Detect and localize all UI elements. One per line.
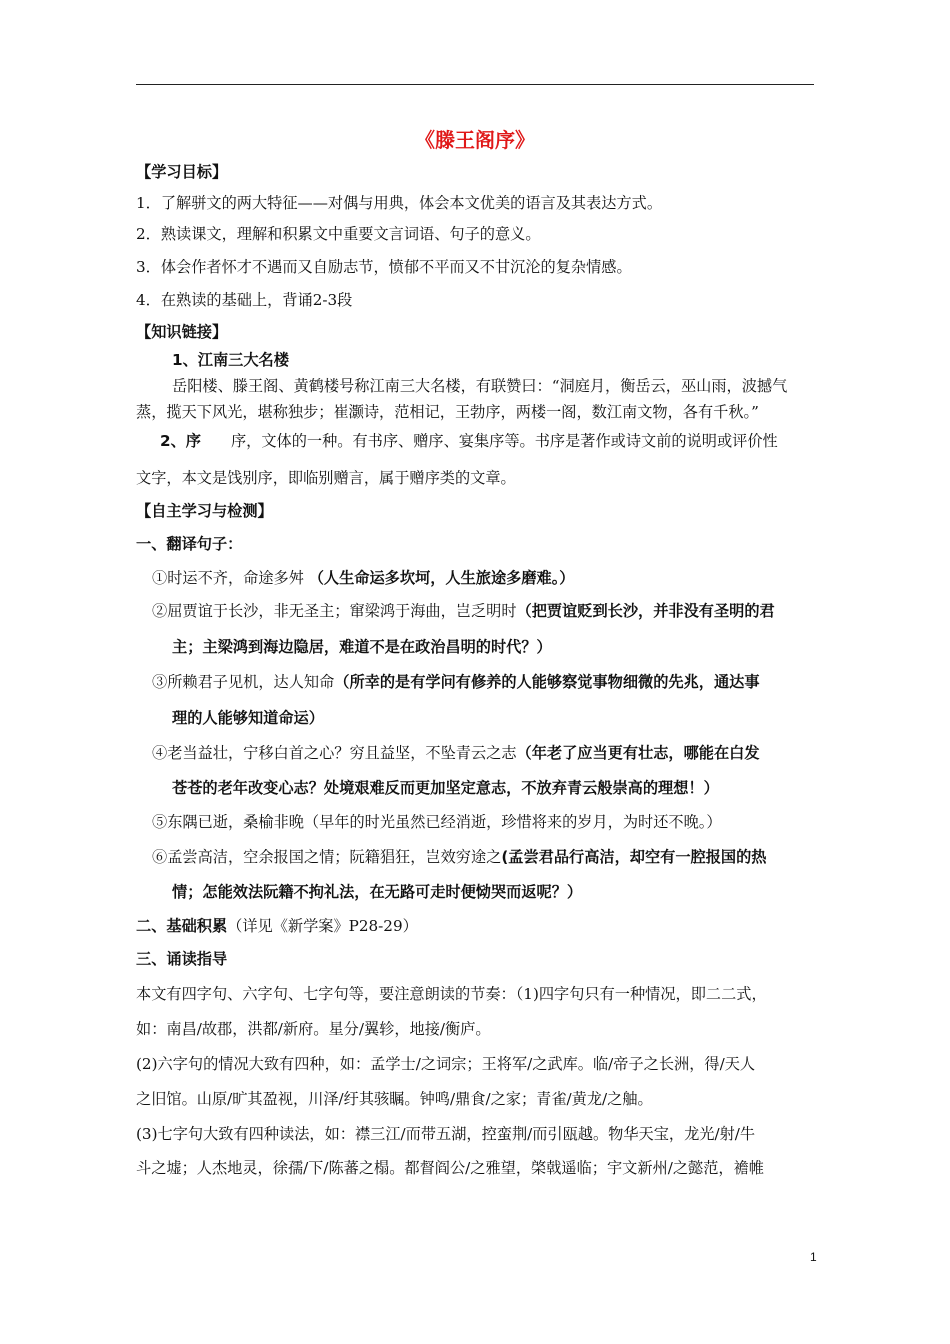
goals-heading: 【学习目标】	[136, 163, 228, 181]
reading-line: 之旧馆。山原/旷其盈视，川泽/纡其骇瞩。钟鸣/鼎食/之家；青雀/黄龙/之舳。	[136, 1090, 653, 1108]
sentence-source: ②屈贾谊于长沙，非无圣主；窜梁鸿于海曲，岂乏明时	[152, 602, 517, 620]
sentence-answer: （年老了应当更有壮志，哪能在白发	[516, 744, 760, 762]
sentence-answer: 苍苍的老年改变心志？处境艰难反而更加坚定意志，不放弃青云般崇高的理想！）	[172, 779, 719, 797]
sentence-answer: （人生命运多坎坷，人生旅途多磨难。）	[308, 569, 575, 587]
knowledge-item-title: 2、序	[160, 432, 201, 450]
sentence-answer: 理的人能够知道命运）	[172, 709, 324, 727]
header-rule	[136, 84, 814, 85]
page-number: 1	[810, 1250, 817, 1264]
goal-item: 4．在熟读的基础上，背诵2-3段	[136, 291, 353, 309]
knowledge-text: 序，文体的一种。有书序、赠序、宴集序等。书序是著作或诗文前的说明或评价性	[230, 432, 778, 450]
knowledge-text: 蒸，揽天下风光，堪称独步；崔灏诗，范相记，王勃序，两楼一阁，数江南文物，各有千秋。”	[136, 403, 759, 421]
page-title: 《滕王阁序》	[415, 128, 535, 152]
basic-note: （详见《新学案》P28-29）	[227, 917, 418, 935]
reading-line: (3)七字句大致有四种读法，如：襟三江/而带五湖，控蛮荆/而引瓯越。物华天宝，龙光/射/牛	[136, 1125, 756, 1143]
knowledge-text: 岳阳楼、滕王阁、黄鹤楼号称江南三大名楼，有联赞曰：“洞庭月，衡岳云，巫山雨，波撼气	[172, 377, 788, 395]
sentence-answer: 情；怎能效法阮籍不拘礼法，在无路可走时便恸哭而返呢？）	[172, 883, 583, 901]
knowledge-heading: 【知识链接】	[136, 323, 228, 341]
sentence-source: ③所赖君子见机，达人知命	[152, 673, 335, 691]
sentence-source: ④老当益壮，宁移白首之心？穷且益坚，不坠青云之志	[152, 744, 517, 762]
sentence-item	[152, 601, 775, 621]
reading-line: 斗之墟；人杰地灵，徐孺/下/陈蕃之榻。都督阎公/之雅望，棨戟遥临；宇文新州/之懿范，襜帷	[136, 1159, 764, 1177]
reading-heading: 三、诵读指导	[136, 950, 228, 968]
goal-item: 1．了解骈文的两大特征——对偶与用典，体会本文优美的语言及其表达方式。	[136, 194, 663, 212]
sentence-answer: 主；主梁鸿到海边隐居，难道不是在政治昌明的时代？）	[172, 638, 552, 656]
sentence-item	[152, 743, 760, 763]
goal-item: 2．熟读课文，理解和积累文中重要文言词语、句子的意义。	[136, 225, 541, 243]
basic-heading: 二、基础积累	[136, 917, 228, 935]
sentence-source: ⑤东隅已逝，桑榆非晚（早年的时光虽然已经消逝，珍惜将来的岁月，为时还不晚。）	[152, 813, 722, 831]
knowledge-text: 文字，本文是饯别序，即临别赠言，属于赠序类的文章。	[136, 469, 516, 487]
self-study-heading: 【自主学习与检测】	[136, 502, 273, 520]
translate-heading: 一、翻译句子：	[136, 535, 243, 553]
reading-line: 本文有四字句、六字句、七字句等，要注意朗读的节奏：（1)四字句只有一种情况，即二二式，	[136, 985, 767, 1003]
sentence-item	[152, 812, 722, 832]
reading-line: 如：南昌/故郡，洪都/新府。星分/翼轸，地接/衡庐。	[136, 1020, 491, 1038]
sentence-answer: (孟尝君品行高洁，却空有一腔报国的热	[501, 848, 767, 866]
sentence-source: ①时运不齐，命途多舛	[152, 569, 309, 587]
sentence-source: ⑥孟尝高洁，空余报国之情；阮籍猖狂，岂效穷途之	[152, 848, 502, 866]
sentence-item	[152, 568, 574, 588]
sentence-answer: （所幸的是有学问有修养的人能够察觉事物细微的先兆，通达事	[334, 673, 760, 691]
knowledge-item-title: 1、江南三大名楼	[172, 351, 289, 369]
goal-item: 3．体会作者怀才不遇而又自励志节，愤郁不平而又不甘沉沦的复杂情感。	[136, 258, 632, 276]
sentence-item	[152, 672, 760, 692]
sentence-answer: （把贾谊贬到长沙，并非没有圣明的君	[516, 602, 775, 620]
reading-line: (2)六字句的情况大致有四种，如：孟学士/之词宗；王将军/之武库。临/帝子之长洲，得/天人	[136, 1055, 756, 1073]
sentence-item	[152, 847, 766, 867]
